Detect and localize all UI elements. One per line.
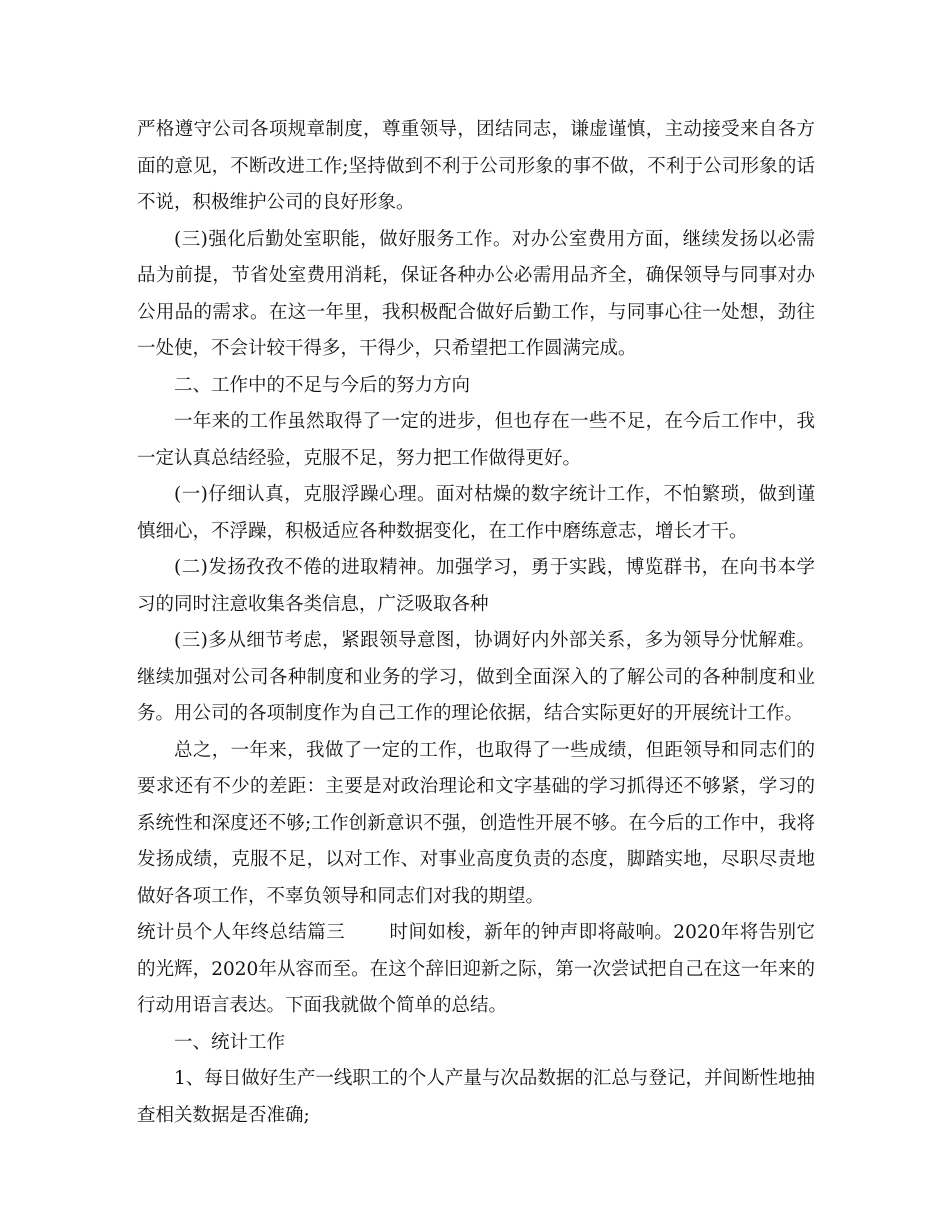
- paragraph-5: (一)仔细认真，克服浮躁心理。面对枯燥的数字统计工作，不怕繁琐，做到谨慎细心，不浮躁，积极适应各种数据变化，在工作中磨练意志，增长才干。: [137, 484, 815, 542]
- section-intro: 时间如梭，新年的钟声即将敲响。2020年将告别它的光辉，2020年从容而至。在这个辞旧迎新之际，第一次尝试把自己在这一年来的行动用语言表达。下面我就做个简单的总结。: [137, 922, 815, 1016]
- section-paragraph: [137, 915, 815, 1025]
- paragraph-1: 严格遵守公司各项规章制度，尊重领导，团结同志，谦虚谨慎，主动接受来自各方面的意见，不断改进工作;坚持做到不利于公司形象的事不做，不利于公司形象的话不说，积极维护公司的良好形象。: [137, 119, 815, 213]
- paragraph-7: (三)多从细节考虑，紧跟领导意图，协调好内外部关系，多为领导分忧解难。继续加强对公司各种制度和业务的学习，做到全面深入的了解公司的各种制度和业务。用公司的各项制度作为自己工作的理论依据，结合实际更好的开展统计工作。: [137, 630, 815, 724]
- section-heading-statistics: 一、统计工作: [174, 1031, 286, 1053]
- section-heading-shortcomings: 二、工作中的不足与今后的努力方向: [174, 374, 471, 396]
- section-title: 统计员个人年终总结篇三: [137, 922, 346, 943]
- paragraph-8: 总之，一年来，我做了一定的工作，也取得了一些成绩，但距领导和同志们的要求还有不少的差距：主要是对政治理论和文字基础的学习抓得还不够紧，学习的系统性和深度还不够;工作创新意识不强，创造性开展不够。在今后的工作中，我将发扬成绩，克服不足，以对工作、对事业高度负责的态度，脚踏实地，尽职尽责地做好各项工作，不辜负领导和同志们对我的期望。: [137, 739, 815, 907]
- document-body: [137, 112, 815, 1134]
- paragraph-2: (三)强化后勤处室职能，做好服务工作。对办公室费用方面，继续发扬以必需品为前提，节省处室费用消耗，保证各种办公必需用品齐全，确保领导与同事对办公用品的需求。在这一年里，我积极配合做好后勤工作，与同事心往一处想，劲往一处使，不会计较干得多，干得少，只希望把工作圆满完成。: [137, 228, 815, 359]
- paragraph-6: (二)发扬孜孜不倦的进取精神。加强学习，勇于实践，博览群书，在向书本学习的同时注意收集各类信息，广泛吸取各种: [137, 557, 815, 615]
- paragraph-4: 一年来的工作虽然取得了一定的进步，但也存在一些不足，在今后工作中，我一定认真总结经验，克服不足，努力把工作做得更好。: [137, 411, 815, 469]
- paragraph-10: 1、每日做好生产一线职工的个人产量与次品数据的汇总与登记，并间断性地抽查相关数据是否准确;: [137, 1068, 815, 1126]
